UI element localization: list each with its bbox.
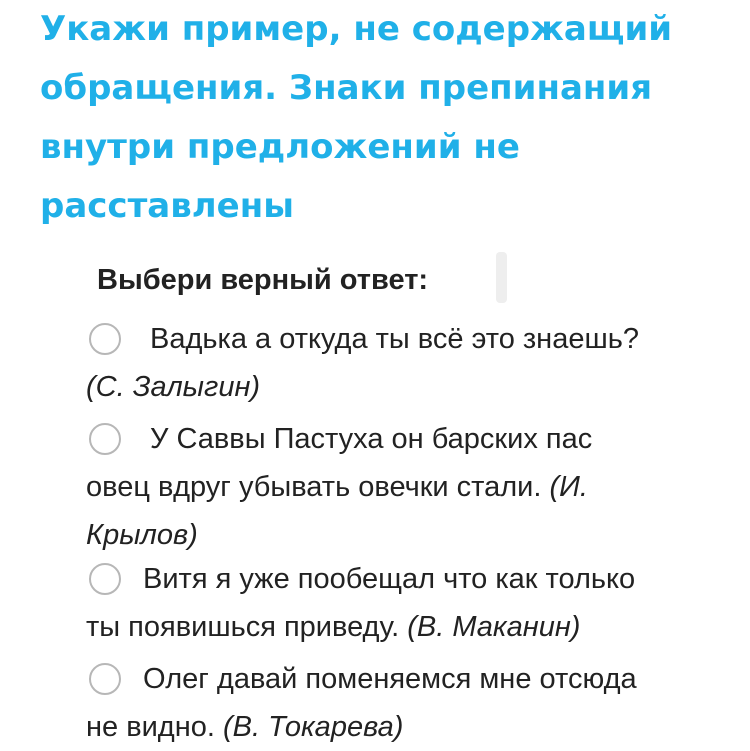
option-author-line bbox=[86, 511, 706, 559]
option-text-continued bbox=[86, 463, 706, 511]
question-text bbox=[40, 0, 700, 236]
option-author-line bbox=[86, 363, 706, 411]
option-author: (И. bbox=[549, 471, 588, 503]
radio-button[interactable] bbox=[89, 323, 121, 355]
option-text: У Саввы Пастуха он барских пас bbox=[150, 423, 593, 455]
option-author-continued: Крылов) bbox=[86, 519, 198, 551]
question-line: обращения. Знаки препинания bbox=[40, 68, 653, 108]
option-text-continued bbox=[86, 603, 706, 651]
answer-option[interactable] bbox=[86, 555, 706, 651]
radio-button[interactable] bbox=[89, 663, 121, 695]
option-author: (В. Токарева) bbox=[223, 711, 404, 743]
radio-button[interactable] bbox=[89, 563, 121, 595]
option-text: Олег давай поменяемся мне отсюда bbox=[143, 663, 637, 695]
answer-option[interactable] bbox=[86, 655, 706, 751]
question-line: Укажи пример, не содержащий bbox=[40, 9, 673, 49]
option-author: (В. Маканин) bbox=[407, 611, 581, 643]
radio-button[interactable] bbox=[89, 423, 121, 455]
answer-prompt: Выбери верный ответ: bbox=[97, 264, 429, 296]
option-text-part: ты появишься приведу. bbox=[86, 611, 408, 643]
option-text-part: не видно. bbox=[86, 711, 223, 743]
answer-option[interactable] bbox=[86, 315, 706, 411]
option-text-continued bbox=[86, 703, 706, 751]
question-line: расставлены bbox=[40, 186, 294, 226]
option-text: Вадька а откуда ты всё это знаешь? bbox=[150, 323, 639, 355]
option-author: (С. Залыгин) bbox=[86, 371, 261, 403]
answer-option[interactable] bbox=[86, 415, 706, 559]
option-text: Витя я уже пообещал что как только bbox=[143, 563, 636, 595]
question-line: внутри предложений не bbox=[40, 127, 520, 167]
option-text-part: овец вдруг убывать овечки стали. bbox=[86, 471, 550, 503]
scroll-indicator[interactable] bbox=[496, 252, 507, 303]
